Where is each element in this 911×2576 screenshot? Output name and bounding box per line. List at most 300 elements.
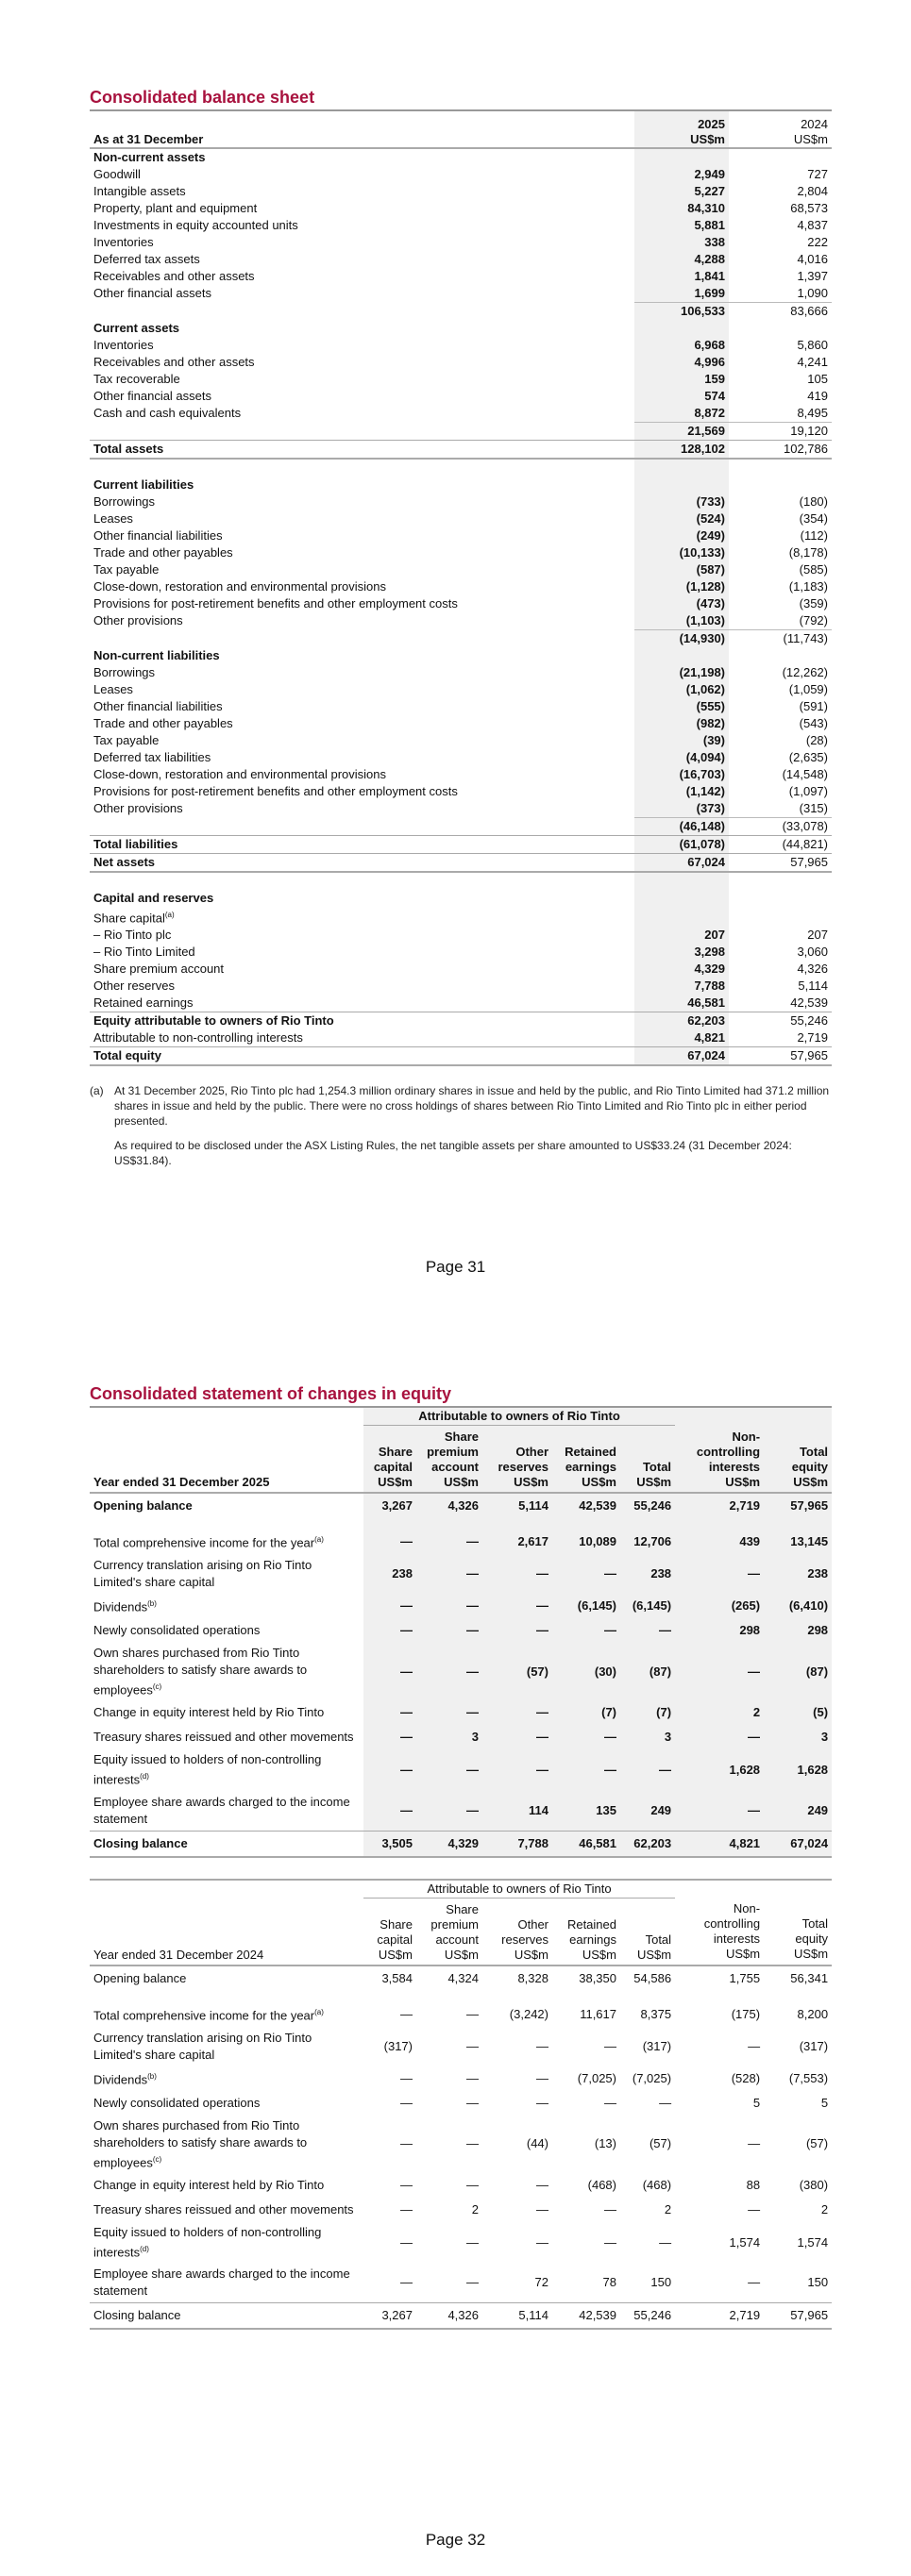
row-value: — bbox=[604, 2095, 616, 2110]
table-row bbox=[90, 1700, 832, 1725]
row-value: — bbox=[466, 2006, 479, 2021]
table-row bbox=[90, 578, 832, 595]
row-label: Capital and reserves bbox=[93, 891, 214, 905]
table-row bbox=[90, 800, 832, 818]
table-row bbox=[90, 354, 832, 371]
row-value: 2 bbox=[675, 1700, 764, 1725]
value-2025: (555) bbox=[634, 698, 729, 715]
row-value: 150 bbox=[650, 2275, 672, 2290]
value-2025: 8,872 bbox=[634, 405, 729, 423]
row-label: – Rio Tinto plc bbox=[93, 928, 172, 943]
footnote-para-2: As required to be disclosed under the ASX Listing Rules, the net tangible assets per share amounted to US$33.24 (31 December 2024: US$31.84). bbox=[114, 1139, 792, 1168]
table-row bbox=[90, 2222, 832, 2263]
value-2025 bbox=[634, 477, 729, 493]
value-2024: (2,635) bbox=[788, 750, 828, 764]
table-row bbox=[90, 1594, 832, 1618]
section-heading-non-current-liabilities bbox=[90, 647, 832, 664]
table-row bbox=[90, 268, 832, 285]
table-row bbox=[90, 510, 832, 527]
column-header: Retained earnings US$m bbox=[552, 1426, 620, 1494]
value-2024: (180) bbox=[799, 494, 828, 509]
row-value: — bbox=[675, 1725, 764, 1749]
row-value: — bbox=[400, 2201, 413, 2216]
row-label: Provisions for post-retirement benefits and other employment costs bbox=[93, 784, 458, 798]
row-value: — bbox=[400, 2234, 413, 2250]
value-2025: 4,821 bbox=[634, 1029, 729, 1047]
row-value: — bbox=[400, 2136, 413, 2151]
spacer bbox=[90, 1518, 832, 1530]
value-2024 bbox=[729, 148, 832, 166]
row-label: Close-down, restoration and environmental provisions bbox=[93, 579, 386, 594]
row-value: 55,246 bbox=[620, 2303, 675, 2330]
row-value: (30) bbox=[552, 1643, 620, 1700]
row-value: — bbox=[363, 1700, 416, 1725]
equity-statement-section bbox=[90, 1383, 832, 2330]
row-value: 57,965 bbox=[764, 1493, 832, 1518]
row-value: 249 bbox=[620, 1791, 675, 1832]
section-heading-current-liabilities bbox=[90, 477, 832, 493]
row-value: 2,719 bbox=[675, 2303, 764, 2330]
row-value: (380) bbox=[799, 2177, 829, 2192]
value-2024 bbox=[729, 647, 832, 664]
value-2024 bbox=[729, 459, 832, 477]
column-header: Share capital US$m bbox=[363, 1426, 416, 1494]
row-value: — bbox=[482, 1618, 552, 1643]
value-2025: 62,203 bbox=[634, 1012, 729, 1030]
value-2024: 102,786 bbox=[729, 441, 832, 460]
row-value: 4,326 bbox=[416, 1493, 482, 1518]
value-2024: 1,090 bbox=[797, 286, 828, 300]
value-2025: (21,198) bbox=[634, 664, 729, 681]
header-2025: 2025 US$m bbox=[634, 111, 729, 148]
balance-sheet-section bbox=[90, 87, 832, 1178]
row-label: Opening balance bbox=[93, 1970, 187, 1985]
row-label: Trade and other payables bbox=[93, 545, 233, 560]
table-row bbox=[90, 783, 832, 800]
row-label: Cash and cash equivalents bbox=[93, 406, 242, 421]
row-label: Other financial liabilities bbox=[93, 528, 223, 543]
row-value: (6,145) bbox=[552, 1594, 620, 1618]
value-2024 bbox=[729, 320, 832, 337]
value-2025: (16,703) bbox=[634, 766, 729, 783]
group-header-row bbox=[90, 1880, 832, 1899]
row-label: Own shares purchased from Rio Tinto shareholders to satisfy share awards to employees$^{(c)}$ bbox=[93, 2117, 308, 2169]
value-2024 bbox=[729, 477, 832, 493]
row-value: — bbox=[536, 2070, 548, 2085]
value-2024: 419 bbox=[807, 389, 828, 403]
table-row bbox=[90, 388, 832, 405]
row-value: — bbox=[482, 1700, 552, 1725]
row-label: – Rio Tinto Limited bbox=[93, 945, 195, 960]
value-2024 bbox=[729, 890, 832, 907]
row-value: 150 bbox=[807, 2275, 829, 2290]
table-row bbox=[90, 595, 832, 612]
table-row bbox=[90, 234, 832, 251]
row-value: 114 bbox=[482, 1791, 552, 1832]
column-header: Other reserves US$m bbox=[482, 1426, 552, 1494]
value-2024: 727 bbox=[807, 167, 828, 181]
row-value: — bbox=[675, 1791, 764, 1832]
column-header: Total US$m bbox=[620, 1898, 675, 1965]
row-label: Total equity bbox=[90, 1047, 634, 1066]
table-row bbox=[90, 251, 832, 268]
row-label: Own shares purchased from Rio Tinto shareholders to satisfy share awards to employees$^{(c)}$ bbox=[93, 1646, 308, 1698]
table-row bbox=[90, 561, 832, 578]
row-label: Deferred tax assets bbox=[93, 252, 200, 266]
row-label: Equity attributable to owners of Rio Tinto bbox=[90, 1012, 634, 1030]
value-2024: 1,397 bbox=[797, 269, 828, 283]
row-value: 2 bbox=[664, 2201, 672, 2216]
row-label: Employee share awards charged to the income statement bbox=[93, 2267, 350, 2299]
value-2025: (1,103) bbox=[634, 612, 729, 630]
value-2025: 574 bbox=[634, 388, 729, 405]
row-value: — bbox=[604, 2201, 616, 2216]
column-header-row bbox=[90, 1898, 832, 1965]
value-2024: (33,078) bbox=[729, 818, 832, 836]
row-label: Newly consolidated operations bbox=[93, 2095, 261, 2110]
table-row bbox=[90, 527, 832, 544]
row-value: (44) bbox=[526, 2136, 548, 2151]
row-value: 4,324 bbox=[447, 1970, 479, 1985]
row-label: Receivables and other assets bbox=[93, 269, 255, 283]
row-value: 46,581 bbox=[552, 1831, 620, 1857]
group-header: Attributable to owners of Rio Tinto bbox=[363, 1880, 675, 1899]
value-2024: (1,059) bbox=[788, 682, 828, 696]
row-value: 5,114 bbox=[482, 2303, 552, 2330]
value-2025: 1,841 bbox=[634, 268, 729, 285]
value-2024: 4,241 bbox=[797, 355, 828, 369]
row-value: 3 bbox=[764, 1725, 832, 1749]
row-label: Tax recoverable bbox=[93, 372, 180, 386]
column-header: Non- controlling interests US$m bbox=[675, 1426, 764, 1494]
row-value: — bbox=[620, 1618, 675, 1643]
footnote-ref: (b) bbox=[147, 2071, 157, 2081]
opening-balance-row bbox=[90, 1965, 832, 1991]
value-2025: (587) bbox=[634, 561, 729, 578]
closing-balance-row bbox=[90, 2303, 832, 2330]
row-label: Equity issued to holders of non-controlling interests$^{(d)}$ bbox=[93, 2224, 322, 2260]
balance-sheet-table bbox=[90, 111, 832, 1066]
row-label: Inventories bbox=[93, 338, 154, 352]
row-value: — bbox=[552, 1554, 620, 1594]
table-row bbox=[90, 961, 832, 978]
row-label: Change in equity interest held by Rio Tinto bbox=[93, 1705, 325, 1720]
value-2024: 4,837 bbox=[797, 218, 828, 232]
spacer bbox=[90, 459, 832, 477]
row-label: Non-current liabilities bbox=[93, 648, 220, 662]
page-number-31: Page 31 bbox=[425, 1258, 486, 1276]
row-label bbox=[90, 630, 634, 648]
value-2025: 2,949 bbox=[634, 166, 729, 183]
table-row bbox=[90, 2173, 832, 2198]
row-value: — bbox=[675, 1643, 764, 1700]
value-2024: 55,246 bbox=[729, 1012, 832, 1030]
table-row bbox=[90, 732, 832, 749]
row-value: (317) bbox=[642, 2038, 672, 2053]
column-header-row bbox=[90, 1426, 832, 1494]
row-value: 72 bbox=[534, 2275, 548, 2290]
table-row bbox=[90, 493, 832, 510]
row-label: Close-down, restoration and environmental provisions bbox=[93, 767, 386, 781]
row-label: Intangible assets bbox=[93, 184, 186, 198]
subtotal-row bbox=[90, 630, 832, 648]
row-value: (13) bbox=[594, 2136, 616, 2151]
row-label: Other provisions bbox=[93, 613, 183, 628]
value-2025: (473) bbox=[634, 595, 729, 612]
value-2025 bbox=[634, 890, 729, 907]
row-value: — bbox=[536, 2201, 548, 2216]
row-value: — bbox=[552, 1618, 620, 1643]
value-2024: (1,183) bbox=[788, 579, 828, 594]
equity-table-2025 bbox=[90, 1408, 832, 1858]
row-value: 135 bbox=[552, 1791, 620, 1832]
row-value: (57) bbox=[649, 2136, 672, 2151]
value-2025 bbox=[634, 320, 729, 337]
row-value: 42,539 bbox=[552, 2303, 620, 2330]
row-value: 5,114 bbox=[482, 1493, 552, 1518]
table-row bbox=[90, 995, 832, 1012]
footnote-ref: (a) bbox=[314, 1535, 324, 1545]
table-row bbox=[90, 1554, 832, 1594]
row-label: Total comprehensive income for the year$^{(a)}$ bbox=[93, 1535, 324, 1550]
row-value: 1,628 bbox=[675, 1749, 764, 1790]
row-label: Net assets bbox=[90, 854, 634, 873]
total-equity-row bbox=[90, 1047, 832, 1066]
section-heading-non-current-assets bbox=[90, 148, 832, 166]
row-value: 67,024 bbox=[764, 1831, 832, 1857]
row-label: Borrowings bbox=[93, 494, 156, 509]
row-value: 2,617 bbox=[482, 1530, 552, 1554]
row-value: (6,145) bbox=[620, 1594, 675, 1618]
value-2024 bbox=[729, 872, 832, 890]
net-assets-row bbox=[90, 854, 832, 873]
row-label bbox=[90, 423, 634, 441]
row-value: (87) bbox=[764, 1643, 832, 1700]
table-row bbox=[90, 1791, 832, 1832]
row-value: 12,706 bbox=[620, 1530, 675, 1554]
row-value: — bbox=[416, 1700, 482, 1725]
row-value: 1,628 bbox=[764, 1749, 832, 1790]
row-value: — bbox=[416, 1791, 482, 1832]
group-header: Attributable to owners of Rio Tinto bbox=[363, 1408, 675, 1426]
row-value: 5 bbox=[752, 2095, 761, 2110]
balance-sheet-title: Consolidated balance sheet bbox=[90, 88, 315, 107]
row-label: Other financial liabilities bbox=[93, 699, 223, 713]
row-value: — bbox=[363, 1791, 416, 1832]
footnote-ref: (d) bbox=[140, 2244, 149, 2253]
table-row bbox=[90, 2027, 832, 2066]
row-label: Leases bbox=[93, 682, 133, 696]
value-2025: (46,148) bbox=[634, 818, 729, 836]
row-value: 298 bbox=[675, 1618, 764, 1643]
value-2024: (315) bbox=[799, 801, 828, 815]
row-value: — bbox=[748, 2038, 761, 2053]
row-value: 238 bbox=[363, 1554, 416, 1594]
row-value: 4,329 bbox=[416, 1831, 482, 1857]
row-label: Equity issued to holders of non-controlling interests$^{(d)}$ bbox=[93, 1752, 322, 1787]
footnote bbox=[90, 1083, 832, 1178]
table-row bbox=[90, 978, 832, 995]
row-value: — bbox=[466, 2275, 479, 2290]
row-value: (175) bbox=[731, 2006, 761, 2021]
row-label: Share premium account bbox=[93, 962, 225, 977]
row-value: 55,246 bbox=[620, 1493, 675, 1518]
row-value: 57,965 bbox=[764, 2303, 832, 2330]
table-row bbox=[90, 1643, 832, 1700]
row-value: 249 bbox=[764, 1791, 832, 1832]
value-2024: (1,097) bbox=[788, 784, 828, 798]
row-value: — bbox=[400, 2275, 413, 2290]
table-row bbox=[90, 1725, 832, 1749]
value-2024: 2,804 bbox=[797, 184, 828, 198]
table-row bbox=[90, 405, 832, 423]
row-value: 8,328 bbox=[517, 1970, 548, 1985]
row-label: Opening balance bbox=[93, 1498, 193, 1513]
row-value: — bbox=[659, 2095, 672, 2110]
value-2025: (14,930) bbox=[634, 630, 729, 648]
row-value: — bbox=[659, 2234, 672, 2250]
table-row bbox=[90, 1618, 832, 1643]
value-2025: 7,788 bbox=[634, 978, 729, 995]
value-2025: 67,024 bbox=[634, 1047, 729, 1066]
value-2024: 57,965 bbox=[729, 854, 832, 873]
year-label: Year ended 31 December 2024 bbox=[90, 1898, 363, 1965]
table-row bbox=[90, 715, 832, 732]
row-value: (3,242) bbox=[509, 2006, 548, 2021]
row-value: 10,089 bbox=[552, 1530, 620, 1554]
row-value: 8,200 bbox=[797, 2006, 829, 2021]
row-value: — bbox=[400, 2095, 413, 2110]
value-2025: 4,996 bbox=[634, 354, 729, 371]
value-2024: 83,666 bbox=[729, 303, 832, 321]
value-2025 bbox=[634, 872, 729, 890]
row-value: 2,719 bbox=[675, 1493, 764, 1518]
table-row bbox=[90, 2002, 832, 2027]
value-2025: (61,078) bbox=[634, 836, 729, 854]
table-row bbox=[90, 1530, 832, 1554]
table-header bbox=[90, 111, 832, 148]
value-2025: 128,102 bbox=[634, 441, 729, 460]
row-label: Investments in equity accounted units bbox=[93, 218, 298, 232]
value-2024: 57,965 bbox=[729, 1047, 832, 1066]
row-value: — bbox=[604, 2234, 616, 2250]
row-value: — bbox=[482, 1594, 552, 1618]
row-value: 11,617 bbox=[580, 2006, 616, 2021]
row-label: Total comprehensive income for the year$^{(a)}$ bbox=[93, 2007, 324, 2023]
row-value: — bbox=[748, 2275, 761, 2290]
nci-row bbox=[90, 1029, 832, 1047]
row-value: (317) bbox=[799, 2038, 829, 2053]
row-value: 1,755 bbox=[729, 1970, 761, 1985]
row-label: Treasury shares reissued and other movements bbox=[93, 2201, 354, 2216]
row-label: Change in equity interest held by Rio Tinto bbox=[93, 2177, 325, 2192]
section-heading-capital-reserves bbox=[90, 890, 832, 907]
row-value: — bbox=[466, 2070, 479, 2085]
value-2025: 21,569 bbox=[634, 423, 729, 441]
value-2025: 106,533 bbox=[634, 303, 729, 321]
row-value: — bbox=[466, 2095, 479, 2110]
row-label: Other financial assets bbox=[93, 286, 212, 301]
row-label: Other reserves bbox=[93, 979, 175, 994]
row-label: Leases bbox=[93, 511, 133, 526]
subtotal-row bbox=[90, 818, 832, 836]
column-header: Share premium account US$m bbox=[416, 1426, 482, 1494]
value-2024: (792) bbox=[799, 613, 828, 627]
row-value: — bbox=[363, 1618, 416, 1643]
row-value: — bbox=[620, 1749, 675, 1790]
value-2024: (585) bbox=[799, 562, 828, 577]
row-label: Current assets bbox=[93, 321, 180, 335]
row-label: Currency translation arising on Rio Tinto Limited's share capital bbox=[93, 2030, 312, 2062]
footnote-ref: (a) bbox=[164, 911, 175, 919]
column-header: Total equity US$m bbox=[764, 1898, 832, 1965]
row-value: — bbox=[416, 1530, 482, 1554]
value-2024: (354) bbox=[799, 511, 828, 526]
value-2024: 3,060 bbox=[797, 945, 828, 960]
row-value: (6,410) bbox=[764, 1594, 832, 1618]
value-2024: (359) bbox=[799, 596, 828, 611]
row-value: — bbox=[482, 1554, 552, 1594]
equity-owners-row bbox=[90, 1012, 832, 1030]
value-2024: 207 bbox=[807, 928, 828, 943]
value-2025: 5,881 bbox=[634, 217, 729, 234]
share-capital-label-row bbox=[90, 907, 832, 927]
row-value: 4,326 bbox=[416, 2303, 482, 2330]
row-value: — bbox=[363, 1643, 416, 1700]
row-value: (7,553) bbox=[788, 2070, 829, 2085]
value-2024: (12,262) bbox=[782, 665, 828, 679]
row-value: (7) bbox=[552, 1700, 620, 1725]
table-row bbox=[90, 927, 832, 944]
row-value: 3 bbox=[620, 1725, 675, 1749]
row-label: Borrowings bbox=[93, 665, 156, 679]
row-value: (7,025) bbox=[632, 2070, 672, 2085]
row-label: Other financial assets bbox=[93, 389, 212, 403]
row-value: 3,505 bbox=[363, 1831, 416, 1857]
value-2024: 5,860 bbox=[797, 338, 828, 352]
row-value: — bbox=[466, 2038, 479, 2053]
row-value: — bbox=[363, 1530, 416, 1554]
value-2024: 68,573 bbox=[790, 201, 828, 215]
column-header: Share premium account US$m bbox=[416, 1898, 482, 1965]
row-value: (468) bbox=[587, 2177, 616, 2192]
table-row bbox=[90, 664, 832, 681]
row-label: Newly consolidated operations bbox=[93, 1623, 261, 1637]
row-label: Inventories bbox=[93, 235, 154, 249]
row-value: 38,350 bbox=[579, 1970, 616, 1985]
row-label: Retained earnings bbox=[93, 995, 194, 1011]
table-row bbox=[90, 2116, 832, 2173]
column-header: Share capital US$m bbox=[363, 1898, 416, 1965]
row-value: 1,574 bbox=[797, 2234, 829, 2250]
row-value: (57) bbox=[482, 1643, 552, 1700]
value-2024: 222 bbox=[807, 235, 828, 249]
row-label bbox=[90, 872, 634, 890]
group-header-row bbox=[90, 1408, 832, 1426]
footnote-para-1: At 31 December 2025, Rio Tinto plc had 1,254.3 million ordinary shares in issue and held by the public, and Rio Tinto Limited had 371.2 million shares in issue and held by the public. There were no cross holdings of shares between Rio Tinto Limited and Rio Tinto plc in either period presented. bbox=[114, 1084, 830, 1129]
opening-balance-row bbox=[90, 1493, 832, 1518]
value-2024: 42,539 bbox=[790, 995, 828, 1011]
row-value: 2 bbox=[820, 2201, 829, 2216]
row-label: Attributable to non-controlling interests bbox=[93, 1030, 303, 1045]
row-label: Goodwill bbox=[93, 167, 141, 181]
row-value: — bbox=[416, 1554, 482, 1594]
row-value: (57) bbox=[805, 2136, 829, 2151]
footnote-ref: (b) bbox=[147, 1599, 157, 1609]
row-value: — bbox=[748, 2201, 761, 2216]
row-value: — bbox=[482, 1725, 552, 1749]
row-value: — bbox=[363, 1749, 416, 1790]
